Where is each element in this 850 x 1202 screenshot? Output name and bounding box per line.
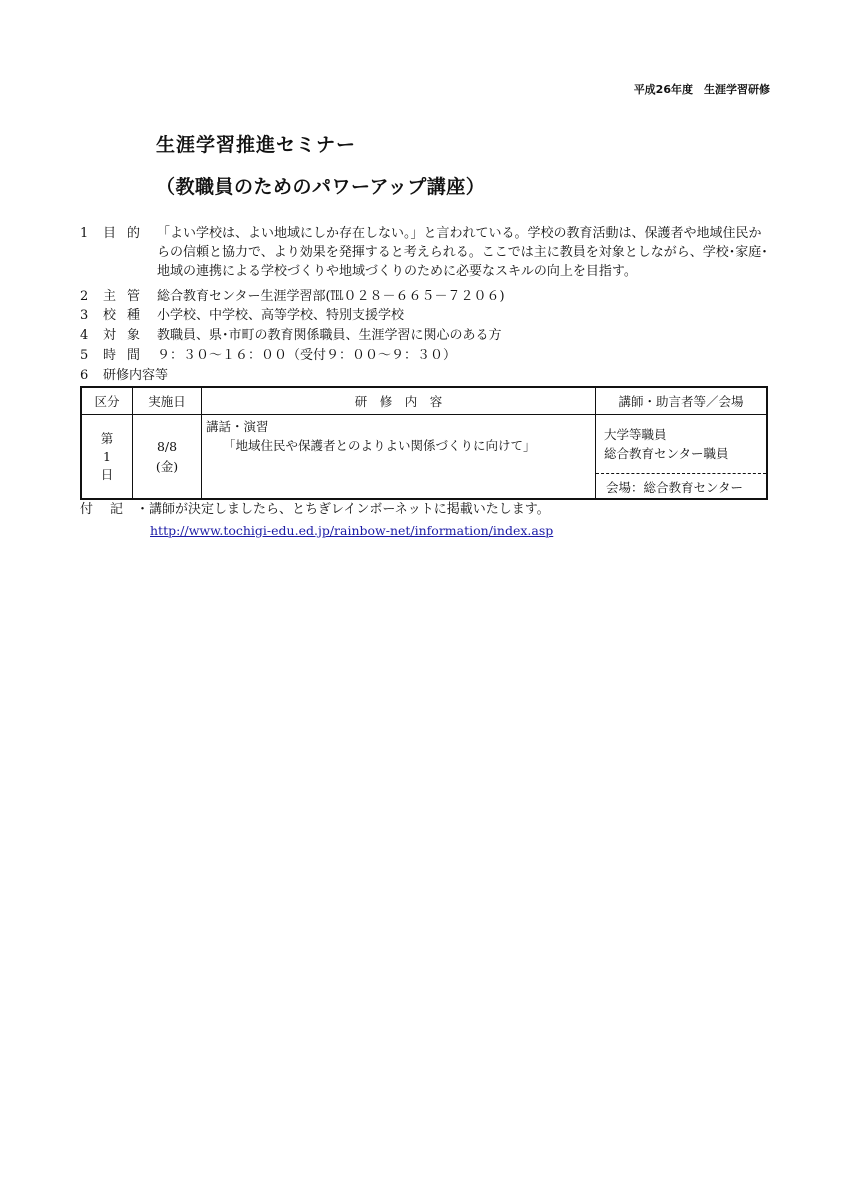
item-label-organizer: 主管 <box>103 289 152 304</box>
item-number-2: 2 <box>80 289 89 304</box>
item-value-school-type: 小学校、中学校、高等学校、特別支援学校 <box>157 308 405 323</box>
item-value-target: 教職員、県･市町の教育関係職員、生涯学習に関心のある方 <box>157 328 502 343</box>
day-cell <box>81 415 133 500</box>
header-note: 平成26年度 生涯学習研修 <box>633 83 770 96</box>
notes-text: ・講師が決定しましたら、とちぎレインボーネットに掲載いたします。 <box>136 502 550 517</box>
day-char-1: 第 <box>100 430 114 446</box>
day-char-2: 1 <box>103 448 111 464</box>
item-label-purpose: 目的 <box>103 226 152 241</box>
col-header-category: 区分 <box>81 387 133 415</box>
date-cell <box>133 415 202 500</box>
content-cell <box>202 415 596 500</box>
item-value-purpose: 「よい学校は、よい地域にしか存在しない。」と言われている。学校の教育活動は、保護者や地域住民からの信頼と協力で、より効果を発揮すると考えられる。ここでは主に教員を対象としながら、学校･家庭･地域の連携による学校づくりや地域づくりのために必要なスキルの向上を目指す。 <box>157 226 768 279</box>
item-label-school-type: 校種 <box>103 308 152 323</box>
notes-label: 付 記 <box>80 502 126 517</box>
venue: 会場：総合教育センター <box>596 473 766 498</box>
item-value-organizer: 総合教育センター生涯学習部(℡０２８－６６５－７２０６) <box>157 289 505 304</box>
col-header-content: 研 修 内 容 <box>202 387 596 415</box>
page-subtitle: （教職員のためのパワーアップ講座） <box>156 176 486 198</box>
lecturer-2: 総合教育センター職員 <box>604 446 729 461</box>
page-title: 生涯学習推進セミナー <box>156 134 357 156</box>
item-number-1: 1 <box>80 226 89 241</box>
date-value: 8/8 <box>156 438 178 454</box>
content-detail: 「地域住民や保護者とのよりよい関係づくりに向けて」 <box>223 438 536 453</box>
col-header-date: 実施日 <box>133 387 202 415</box>
item-number-6: 6 <box>80 368 89 383</box>
col-header-lecturer: 講師・助言者等／会場 <box>596 387 768 415</box>
lecturer-1: 大学等職員 <box>604 427 667 442</box>
lecturer-cell <box>596 415 768 500</box>
weekday-value: (金) <box>155 458 179 474</box>
item-label-contents: 研修内容等 <box>103 368 169 383</box>
table-header-row <box>81 387 767 415</box>
content-title: 講話・演習 <box>206 419 269 434</box>
item-label-time: 時間 <box>103 348 152 363</box>
item-number-4: 4 <box>80 328 89 343</box>
item-value-time: ９：３０～１６：００（受付９：００～９：３０） <box>157 348 457 363</box>
item-label-target: 対象 <box>103 328 152 343</box>
rainbow-net-link[interactable]: http://www.tochigi-edu.ed.jp/rainbow-net/information/index.asp <box>150 523 554 538</box>
day-char-3: 日 <box>100 466 114 482</box>
table-row <box>81 415 767 500</box>
item-number-5: 5 <box>80 348 89 363</box>
item-number-3: 3 <box>80 308 89 323</box>
schedule-table <box>80 386 768 500</box>
